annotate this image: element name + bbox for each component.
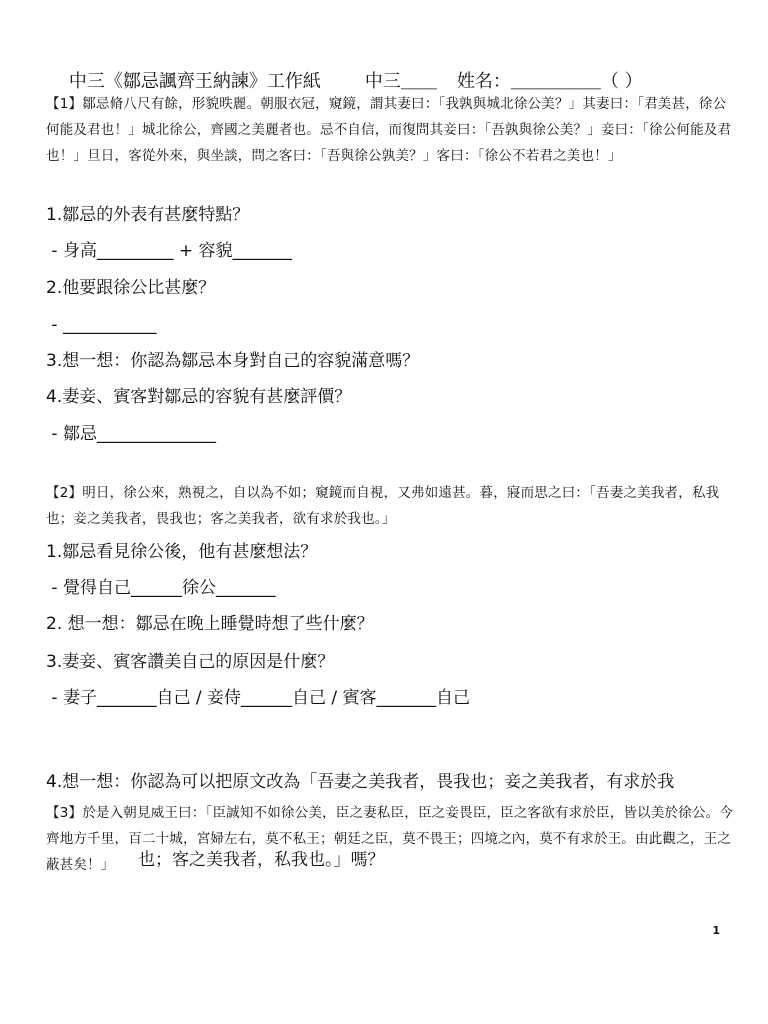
class-field: 中三＿＿ (364, 71, 437, 92)
worksheet-title: 中三《鄒忌諷齊王納諫》工作紙 (68, 71, 321, 92)
s2-question-4-line-2: 也；客之美我者，私我也。」嗎？ (138, 850, 385, 870)
s1-answer-2: - ___________ (46, 315, 157, 335)
s1-question-4: 4.妻妾、賓客對鄒忌的容貌有甚麼評價？ (46, 387, 352, 407)
s2-question-1: 1.鄒忌看見徐公後，他有甚麼想法？ (46, 542, 318, 562)
s1-answer-1: - 身高_________ + 容貌_______ (46, 241, 292, 261)
passage-3: 【3】於是入朝見威王曰：「臣誠知不如徐公美，臣之妻私臣，臣之妾畏臣，臣之客欲有求於臣，皆以美於徐公。今齊地方千里，百二十城，宮婦左右，莫不私王；朝廷之臣，莫不畏王；四境之內，莫不有求於王。由此觀之，王之蔽甚矣！」 (46, 805, 734, 873)
passage-1: 【1】鄒忌脩八尺有餘，形貌昳麗。朝服衣冠，窺鏡，謂其妻曰：「我孰與城北徐公美？」其妻曰：「君美甚，徐公何能及君也！」城北徐公，齊國之美麗者也。忌不自信，而復問其妾曰：「吾孰與徐公美？」妾曰：「徐公何能及君也！」旦日，客從外來，與坐談，問之客曰：「吾與徐公孰美？」客曰：「徐公不若君之美也！」 (46, 96, 732, 164)
s1-question-3: 3.想一想：你認為鄒忌本身對自己的容貌滿意嗎？ (46, 351, 420, 371)
s2-question-4-line-1: 4.想一想：你認為可以把原文改為「吾妻之美我者，畏我也；妾之美我者，有求於我 (46, 772, 675, 792)
page-number: 1 (712, 924, 720, 937)
passage-2: 【2】明日，徐公來，熟視之，自以為不如；窺鏡而自視，又弗如遠甚。暮，寢而思之曰：「吾妻之美我者，私我也；妾之美我者，畏我也；客之美我者，欲有求於我也。」 (46, 485, 720, 527)
s2-question-3: 3.妻妾、賓客讚美自己的原因是什麼？ (46, 652, 335, 672)
s2-question-2: 2. 想一想：鄒忌在晚上睡覺時想了些什麼？ (46, 614, 374, 634)
s1-answer-4: - 鄒忌______________ (46, 424, 216, 444)
s2-answer-1: - 覺得自己______徐公_______ (46, 578, 276, 598)
name-field: 姓名：＿＿＿＿＿（ ） (456, 71, 643, 92)
s2-answer-3: - 妻子_______自己 / 妾侍______自己 / 賓客_______自己 (46, 688, 471, 708)
s1-question-2: 2.他要跟徐公比甚麼？ (46, 278, 216, 298)
s1-question-1: 1.鄒忌的外表有甚麼特點？ (46, 205, 250, 225)
